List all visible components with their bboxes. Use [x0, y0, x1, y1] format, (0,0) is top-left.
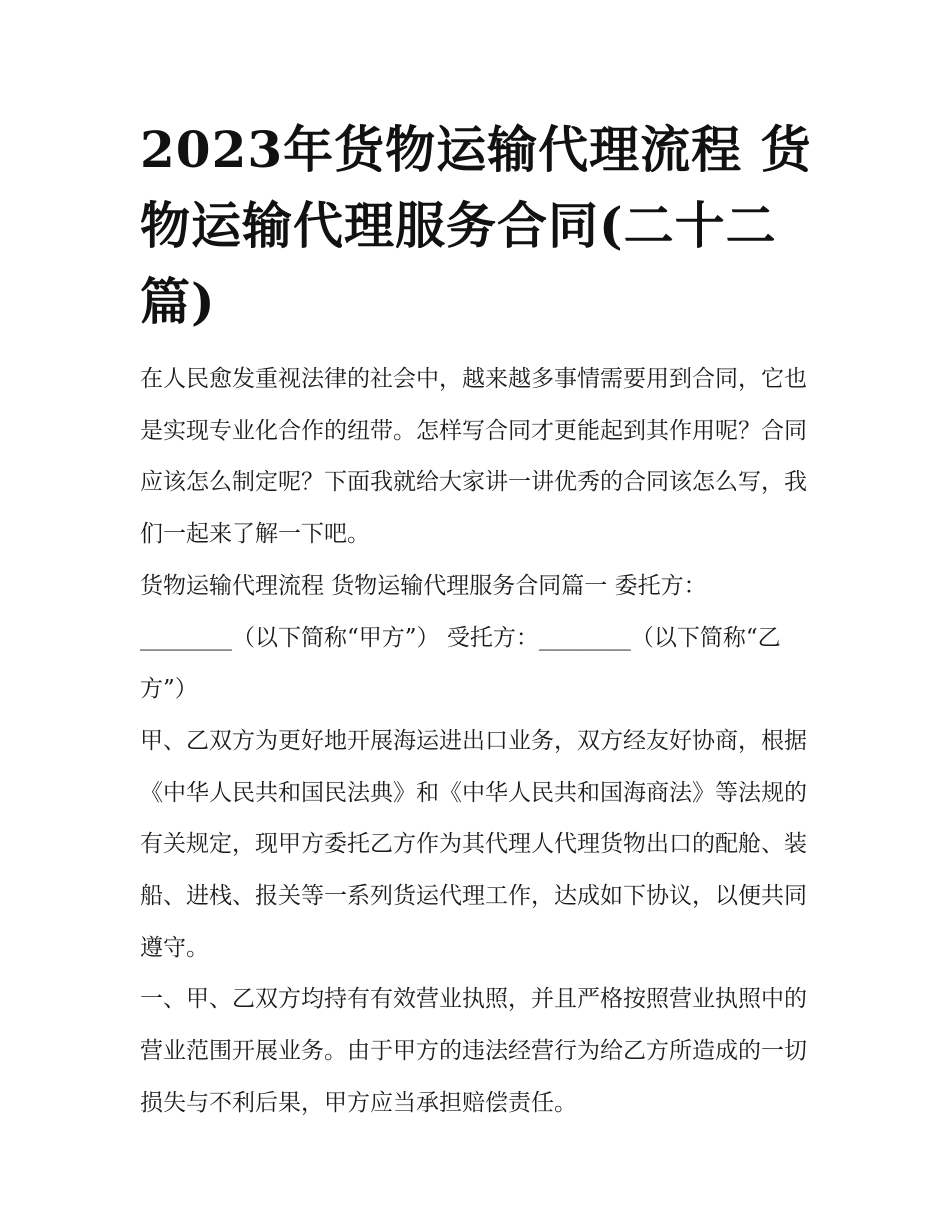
intro-paragraph: 在人民愈发重视法律的社会中，越来越多事情需要用到合同，它也是实现专业化合作的纽带。怎样写合同才更能起到其作用呢？合同应该怎么制定呢？下面我就给大家讲一讲优秀的合同该怎么写，我们一起来了解一下吧。 — [140, 366, 807, 548]
document-body — [140, 354, 820, 1130]
section-heading-paragraph: 货物运输代理流程 货物运输代理服务合同篇一 委托方： — [140, 572, 707, 599]
preamble-paragraph: 甲、乙双方为更好地开展海运进出口业务，双方经友好协商，根据《中华人民共和国民法典》和《中华人民共和国海商法》等法规的有关规定，现甲方委托乙方作为其代理人代理货物出口的配舱、装船、进栈、报关等一系列货运代理工作，达成如下协议，以便共同遵守。 — [140, 727, 807, 961]
document-title: 2023年货物运输代理流程 货物运输代理服务合同(二十二篇) — [140, 120, 812, 331]
clause-one-paragraph: 一、甲、乙双方均持有有效营业执照，并且严格按照营业执照中的营业范围开展业务。由于甲方的违法经营行为给乙方所造成的一切损失与不利后果，甲方应当承担赔偿责任。 — [140, 986, 807, 1116]
parties-paragraph: ________（以下简称“甲方”） 受托方：________（以下简称“乙方”） — [140, 624, 781, 703]
